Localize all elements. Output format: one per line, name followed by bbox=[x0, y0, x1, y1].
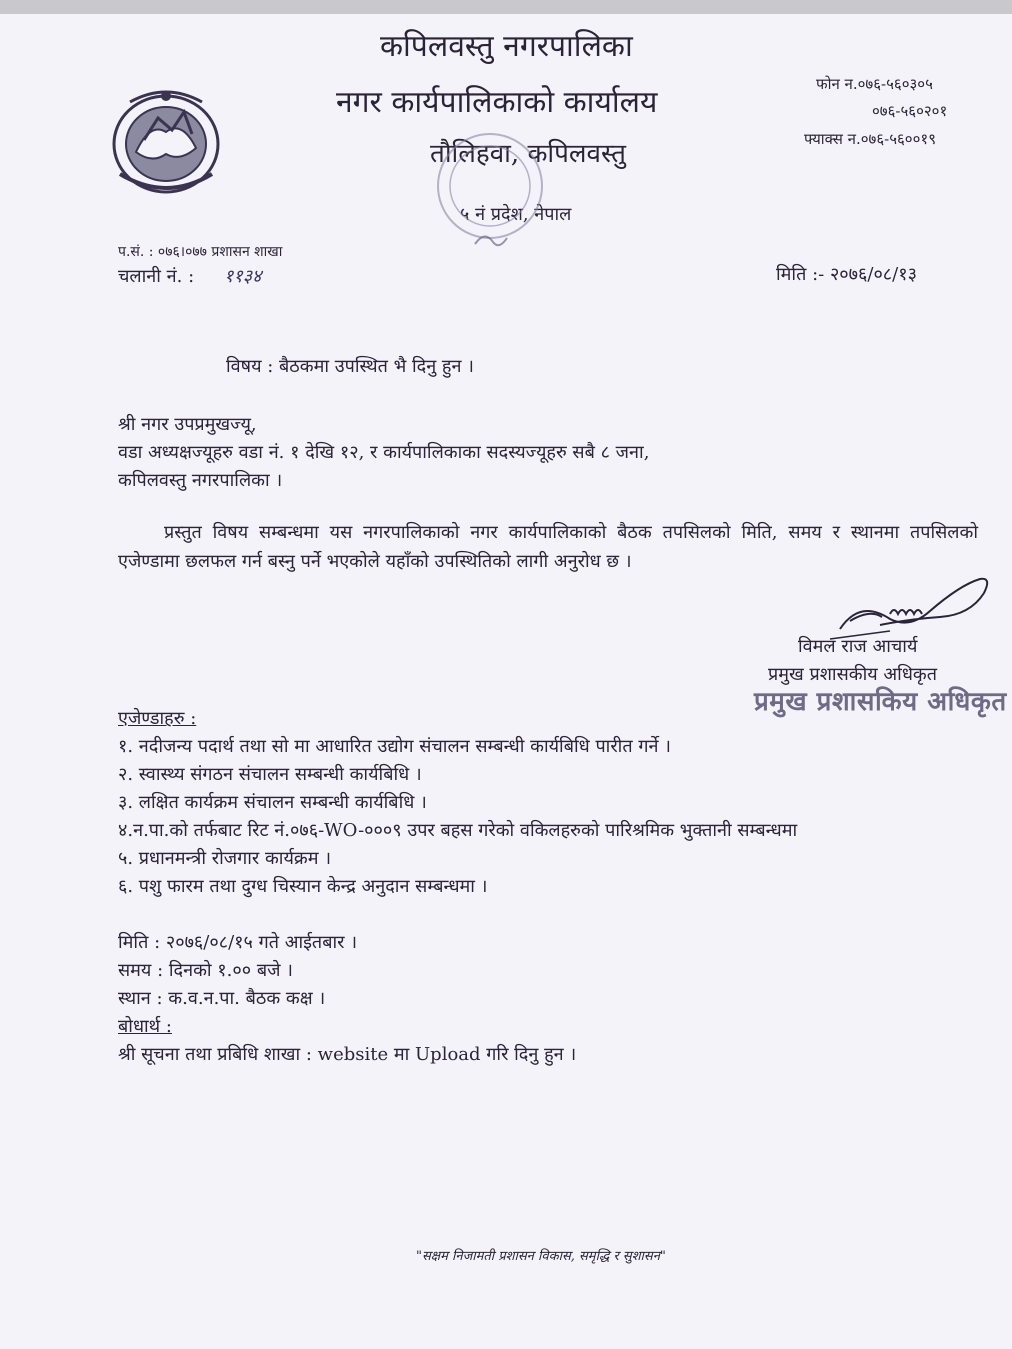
agenda-item-1: १. नदीजन्य पदार्थ तथा सो मा आधारित उद्योग संचालन सम्बन्धी कार्यबिधि पारीत गर्ने । bbox=[118, 736, 671, 757]
signatory-name: विमल राज आचार्य bbox=[798, 636, 918, 657]
signatory-title: प्रमुख प्रशासकीय अधिकृत bbox=[768, 664, 937, 685]
address-line-1: तौलिहवा, कपिलवस्तु bbox=[430, 139, 626, 169]
meeting-time: समय : दिनको १.०० बजे । bbox=[118, 960, 293, 981]
agenda-item-4: ४.न.पा.को तर्फबाट रिट नं.०७६-WO-०००९ उपर बहस गरेको वकिलहरुको पारिश्रमिक भुक्तानी सम्बन्धमा bbox=[118, 820, 798, 841]
info-heading bbox=[118, 1014, 172, 1038]
recipient-line-3: कपिलवस्तु नगरपालिका । bbox=[118, 470, 283, 491]
meeting-date: मिति : २०७६/०८/१५ गते आईतबार । bbox=[118, 932, 358, 953]
chalani-number: ११३४ bbox=[224, 266, 262, 287]
phone-number-2: ०७६-५६०२०१ bbox=[872, 102, 948, 120]
body-paragraph: प्रस्तुत विषय सम्बन्धमा यस नगरपालिकाको नगर कार्यपालिकाको बैठक तपसिलको मिति, समय र स्थानमा तपसिलको एजेण्डामा छलफल गर्न बस्नु पर्ने भएकोले यहाँको उपस्थितिको लागी अनुरोध छ । bbox=[118, 522, 978, 572]
office-title: नगर कार्यपालिकाको कार्यालय bbox=[336, 85, 658, 120]
agenda-heading-text: एजेण्डाहरु : bbox=[118, 708, 197, 729]
office-stamp-icon bbox=[415, 124, 565, 274]
phone-number-1: फोन न.०७६-५६०३०५ bbox=[816, 75, 933, 93]
agenda-item-5: ५. प्रधानमन्त्री रोजगार कार्यक्रम । bbox=[118, 848, 332, 869]
municipality-title: कपिलवस्तु नगरपालिका bbox=[380, 29, 633, 64]
nepal-emblem-icon bbox=[100, 82, 232, 204]
info-heading-text: बोधार्थ : bbox=[118, 1016, 172, 1037]
chalani-label: चलानी नं. : bbox=[118, 266, 195, 287]
letter-date: मिति :- २०७६/०८/१३ bbox=[776, 264, 917, 285]
recipient-line-1: श्री नगर उपप्रमुखज्यू, bbox=[118, 414, 257, 435]
patra-sankhya: प.सं. : ०७६।०७७ प्रशासन शाखा bbox=[118, 244, 283, 260]
subject-line: विषय : बैठकमा उपस्थित भै दिनु हुन । bbox=[226, 356, 475, 377]
fax-number: फ्याक्स न.०७६-५६००१९ bbox=[804, 130, 937, 148]
info-line: श्री सूचना तथा प्रबिधि शाखा : website मा Upload गरि दिनु हुन । bbox=[118, 1044, 577, 1065]
address-line-2: ५ नं प्रदेश, नेपाल bbox=[460, 204, 572, 225]
agenda-heading bbox=[118, 706, 196, 730]
agenda-item-3: ३. लक्षित कार्यक्रम संचालन सम्बन्धी कार्यबिधि । bbox=[118, 792, 427, 813]
agenda-item-6: ६. पशु फारम तथा दुग्ध चिस्यान केन्द्र अनुदान सम्बन्धमा । bbox=[118, 876, 488, 897]
meeting-place: स्थान : क.व.न.पा. बैठक कक्ष । bbox=[118, 988, 326, 1009]
agenda-item-2: २. स्वास्थ्य संगठन संचालन सम्बन्धी कार्यबिधि । bbox=[118, 764, 422, 785]
recipient-line-2: वडा अध्यक्षज्यूहरु वडा नं. १ देखि १२, र कार्यपालिकाका सदस्यज्यूहरु सबै ८ जना, bbox=[118, 442, 650, 463]
signatory-seal: प्रमुख प्रशासकिय अधिकृत bbox=[754, 687, 1007, 717]
letter-page bbox=[0, 14, 1012, 1349]
footer-motto: "सक्षम निजामती प्रशासन विकास, समृद्धि र सुशासन" bbox=[416, 1249, 666, 1264]
